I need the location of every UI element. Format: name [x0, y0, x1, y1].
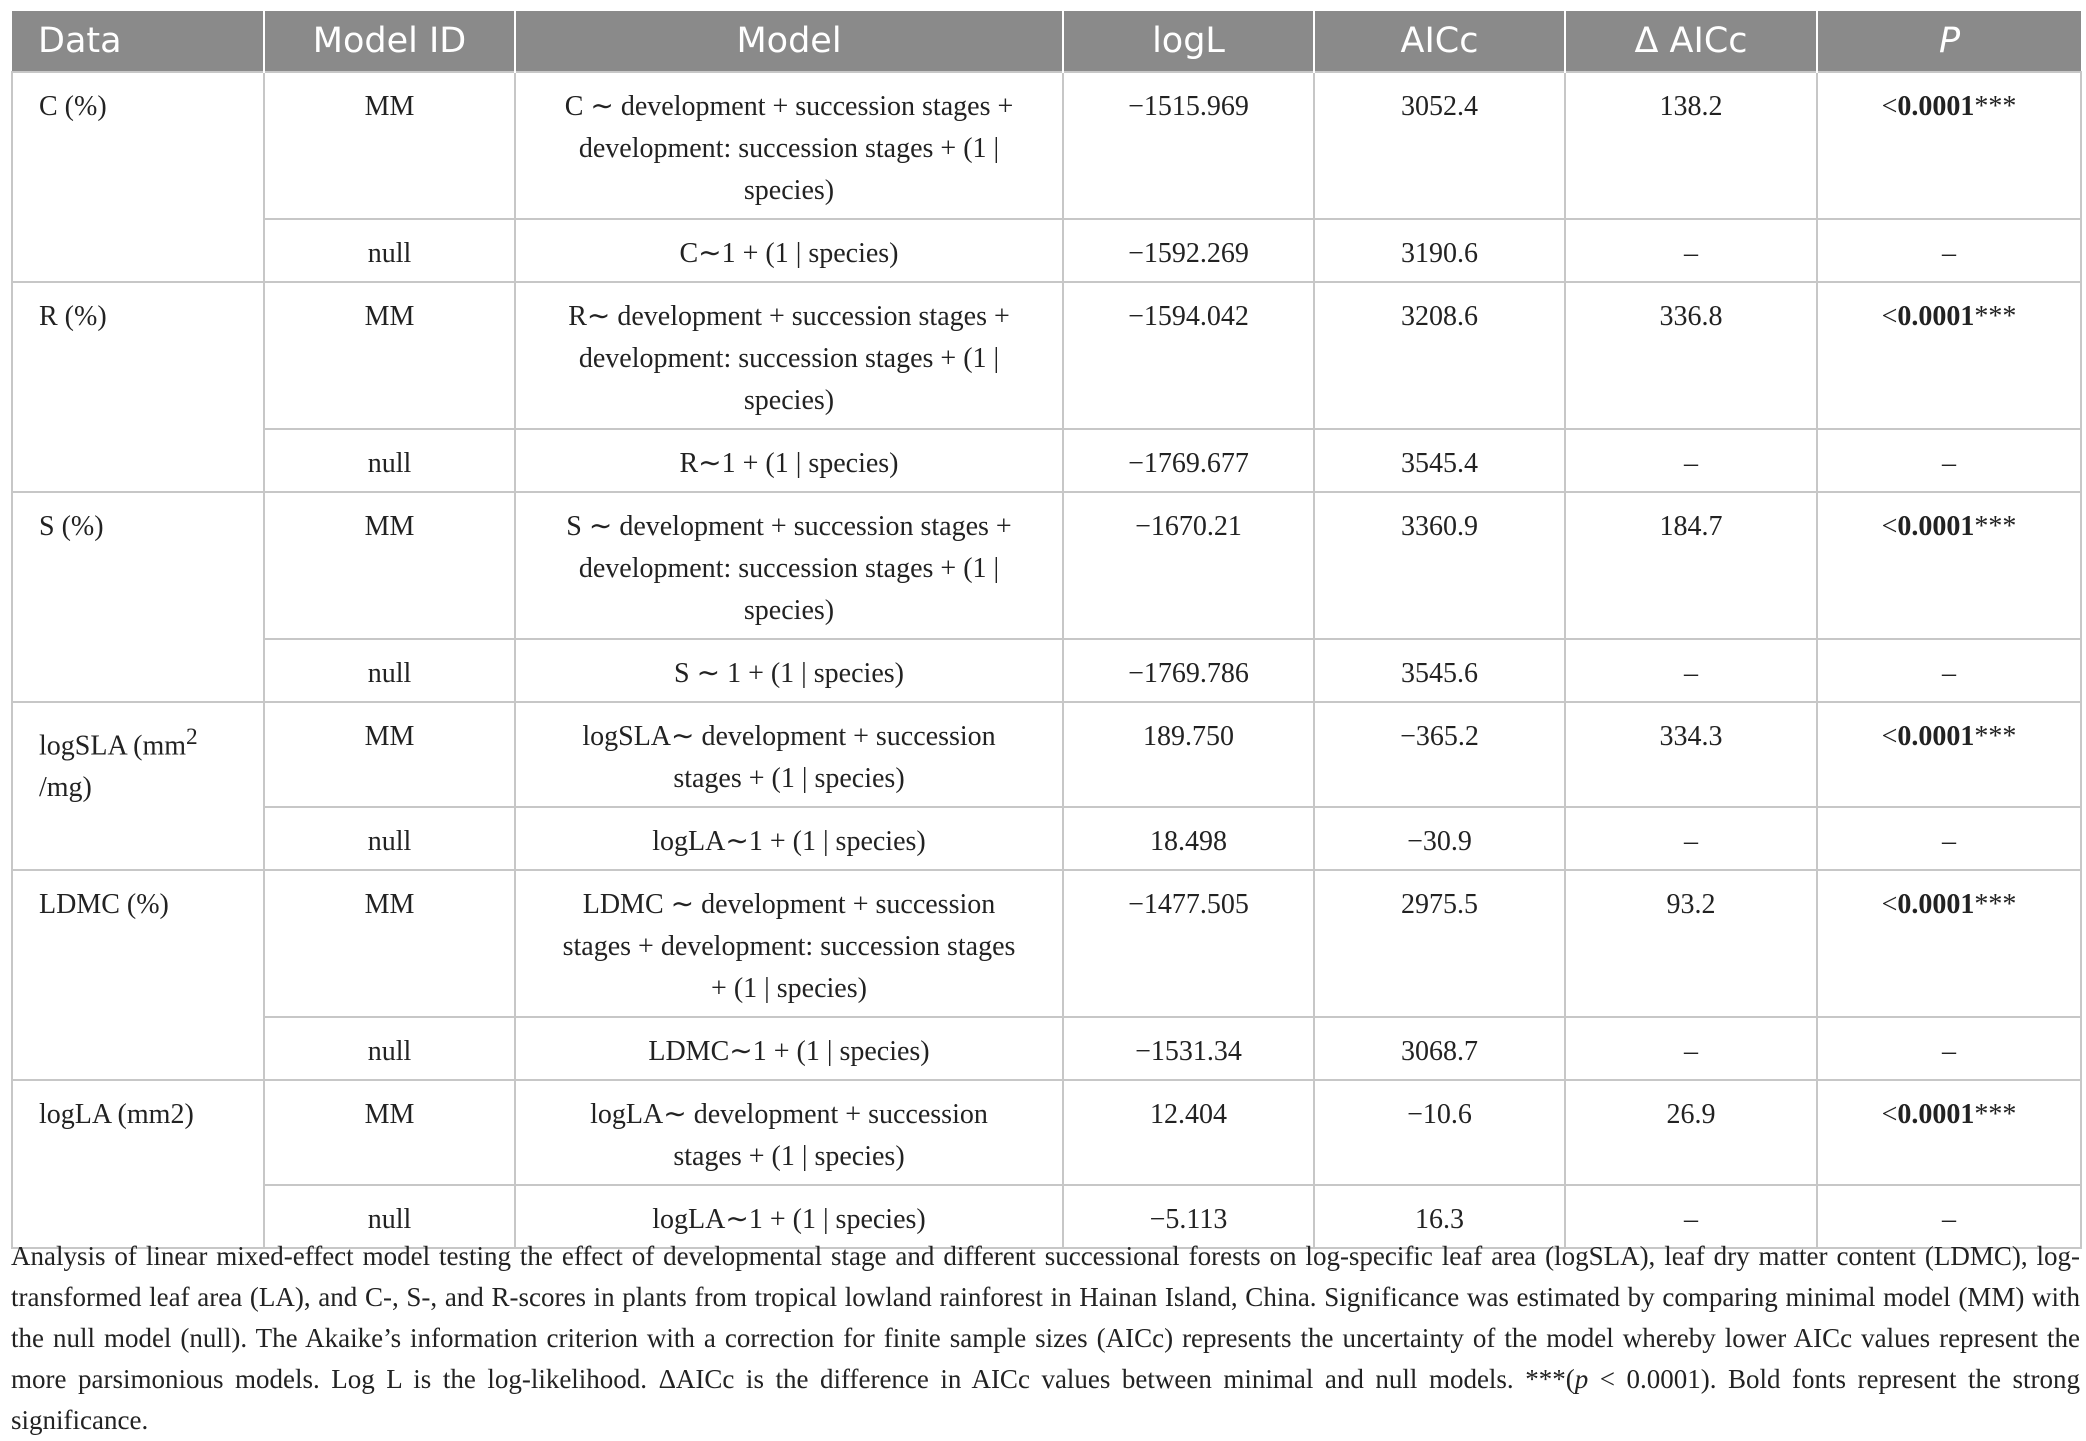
p-prefix: < [1881, 91, 1898, 122]
data-cell: S (%) [12, 492, 264, 702]
table-container [11, 11, 2080, 1249]
delta-aicc-cell: – [1565, 807, 1817, 870]
data-label: logSLA (mm [39, 730, 187, 762]
model-cell: C ∼ development + succession stages + development: succession stages + (1 | species) [515, 72, 1063, 219]
data-cell: logLA (mm2) [12, 1080, 264, 1248]
logl-cell: −1769.786 [1063, 639, 1314, 702]
header-aicc: AICc [1314, 11, 1565, 72]
p-stars: *** [1974, 721, 2017, 752]
aicc-cell: 3208.6 [1314, 282, 1565, 429]
p-cell [1817, 1080, 2081, 1185]
aicc-cell: 3190.6 [1314, 219, 1565, 282]
model-id-cell: null [264, 1185, 515, 1248]
delta-aicc-cell: 184.7 [1565, 492, 1817, 639]
aicc-cell: 3360.9 [1314, 492, 1565, 639]
caption-p-symbol: p [1574, 1364, 1589, 1394]
aicc-cell: 3545.4 [1314, 429, 1565, 492]
table-row [12, 702, 2081, 807]
model-cell: logLA∼1 + (1 | species) [515, 1185, 1063, 1248]
p-value: 0.0001 [1897, 1099, 1975, 1130]
caption-text-end: < 0.0001). Bold fonts represent the strong significance. [11, 1364, 2080, 1435]
model-cell: LDMC ∼ development + succession stages + development: succession stages + (1 | species) [515, 870, 1063, 1017]
model-cell: S ∼ development + succession stages + development: succession stages + (1 | species) [515, 492, 1063, 639]
model-comparison-table [11, 11, 2082, 1249]
p-prefix: < [1881, 301, 1898, 332]
data-superscript: 2 [186, 724, 198, 750]
logl-cell: 18.498 [1063, 807, 1314, 870]
p-prefix: < [1881, 1099, 1898, 1130]
model-id-cell: null [264, 219, 515, 282]
model-cell: logLA∼1 + (1 | species) [515, 807, 1063, 870]
data-cell [12, 702, 264, 870]
model-id-cell: MM [264, 492, 515, 639]
model-cell: R∼ development + succession stages + development: succession stages + (1 | species) [515, 282, 1063, 429]
p-cell: – [1817, 429, 2081, 492]
p-value: 0.0001 [1897, 91, 1975, 122]
delta-aicc-cell: – [1565, 1017, 1817, 1080]
delta-aicc-cell: 93.2 [1565, 870, 1817, 1017]
p-cell: – [1817, 639, 2081, 702]
aicc-cell: 3068.7 [1314, 1017, 1565, 1080]
logl-cell: −1531.34 [1063, 1017, 1314, 1080]
logl-cell: −1477.505 [1063, 870, 1314, 1017]
header-model-id: Model ID [264, 11, 515, 72]
model-cell: logSLA∼ development + succession stages + (1 | species) [515, 702, 1063, 807]
logl-cell: −1592.269 [1063, 219, 1314, 282]
p-value: 0.0001 [1897, 889, 1975, 920]
logl-cell: −1769.677 [1063, 429, 1314, 492]
delta-aicc-cell: – [1565, 429, 1817, 492]
table-caption [11, 1236, 2080, 1441]
delta-aicc-cell: 336.8 [1565, 282, 1817, 429]
delta-aicc-cell: – [1565, 1185, 1817, 1248]
delta-aicc-cell: 334.3 [1565, 702, 1817, 807]
model-id-cell: MM [264, 282, 515, 429]
p-prefix: < [1881, 511, 1898, 542]
model-cell: C∼1 + (1 | species) [515, 219, 1063, 282]
table-row [12, 1080, 2081, 1185]
p-stars: *** [1974, 1099, 2017, 1130]
table-row [12, 282, 2081, 429]
table-row [12, 219, 2081, 282]
data-cell: C (%) [12, 72, 264, 282]
aicc-cell: 3052.4 [1314, 72, 1565, 219]
p-prefix: < [1881, 889, 1898, 920]
p-value: 0.0001 [1897, 301, 1975, 332]
logl-cell: 12.404 [1063, 1080, 1314, 1185]
delta-aicc-cell: 26.9 [1565, 1080, 1817, 1185]
model-id-cell: null [264, 639, 515, 702]
model-id-cell: MM [264, 1080, 515, 1185]
aicc-cell: 16.3 [1314, 1185, 1565, 1248]
logl-cell: −5.113 [1063, 1185, 1314, 1248]
table-row [12, 72, 2081, 219]
table-row [12, 870, 2081, 1017]
p-stars: *** [1974, 511, 2017, 542]
p-value: 0.0001 [1897, 511, 1975, 542]
p-cell [1817, 492, 2081, 639]
p-cell: – [1817, 1185, 2081, 1248]
model-id-cell: null [264, 429, 515, 492]
table-row [12, 492, 2081, 639]
aicc-cell: 3545.6 [1314, 639, 1565, 702]
model-id-cell: null [264, 1017, 515, 1080]
data-cell: LDMC (%) [12, 870, 264, 1080]
model-cell: R∼1 + (1 | species) [515, 429, 1063, 492]
table-header-row [12, 11, 2081, 72]
p-stars: *** [1974, 889, 2017, 920]
header-logl: logL [1063, 11, 1314, 72]
header-delta-aicc: Δ AICc [1565, 11, 1817, 72]
delta-aicc-cell: – [1565, 639, 1817, 702]
data-cell: R (%) [12, 282, 264, 492]
aicc-cell: −365.2 [1314, 702, 1565, 807]
p-cell: – [1817, 1017, 2081, 1080]
logl-cell: 189.750 [1063, 702, 1314, 807]
logl-cell: −1515.969 [1063, 72, 1314, 219]
header-model: Model [515, 11, 1063, 72]
aicc-cell: −10.6 [1314, 1080, 1565, 1185]
model-id-cell: MM [264, 72, 515, 219]
p-cell: – [1817, 807, 2081, 870]
model-id-cell: null [264, 807, 515, 870]
table-row [12, 429, 2081, 492]
model-cell: logLA∼ development + succession stages + (1 | species) [515, 1080, 1063, 1185]
table-row [12, 1017, 2081, 1080]
p-cell [1817, 702, 2081, 807]
aicc-cell: −30.9 [1314, 807, 1565, 870]
table-row [12, 807, 2081, 870]
p-prefix: < [1881, 721, 1898, 752]
logl-cell: −1594.042 [1063, 282, 1314, 429]
delta-aicc-cell: 138.2 [1565, 72, 1817, 219]
delta-aicc-cell: – [1565, 219, 1817, 282]
data-label-tail: /mg) [39, 772, 92, 804]
model-id-cell: MM [264, 702, 515, 807]
table-row [12, 639, 2081, 702]
p-cell [1817, 870, 2081, 1017]
p-cell [1817, 72, 2081, 219]
model-cell: LDMC∼1 + (1 | species) [515, 1017, 1063, 1080]
header-p: P [1817, 11, 2081, 72]
p-stars: *** [1974, 91, 2017, 122]
p-value: 0.0001 [1897, 721, 1975, 752]
aicc-cell: 2975.5 [1314, 870, 1565, 1017]
p-stars: *** [1974, 301, 2017, 332]
caption-text: Analysis of linear mixed-effect model testing the effect of developmental stage and different successional forests on log-specific leaf area (logSLA), leaf dry matter content (LDMC), log-transformed leaf area (LA), and C-, S-, and R-scores in plants from tropical lowland rainforest in Hainan Island, China. Significance was estimated by comparing minimal model (MM) with the null model (null). The Akaike’s information criterion with a correction for finite sample sizes (AICc) represents the uncertainty of the model whereby lower AICc values represent the more parsimonious models. Log L is the log-likelihood. ΔAICc is the difference in AICc values between minimal and null models. ***( [11, 1241, 2080, 1394]
p-cell: – [1817, 219, 2081, 282]
model-cell: S ∼ 1 + (1 | species) [515, 639, 1063, 702]
model-id-cell: MM [264, 870, 515, 1017]
p-cell [1817, 282, 2081, 429]
header-data: Data [12, 11, 264, 72]
logl-cell: −1670.21 [1063, 492, 1314, 639]
